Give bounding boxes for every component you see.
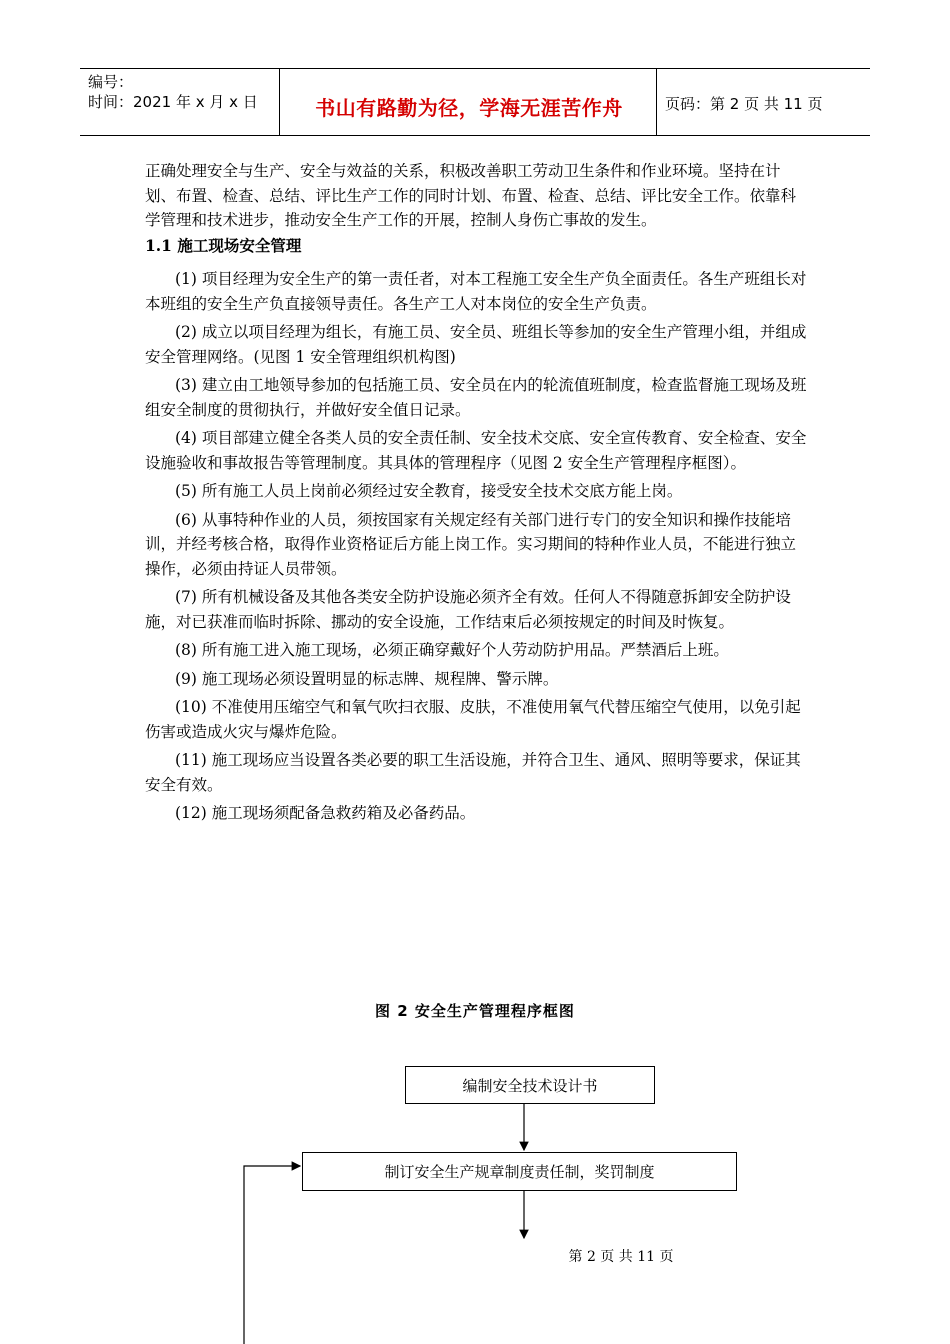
header-motto: 书山有路勤为径，学海无涯苦作舟 [315,96,623,120]
intro-paragraph: 正确处理安全与生产、安全与效益的关系，积极改善职工劳动卫生条件和作业环境。坚持在计划、布置、检查、总结、评比生产工作的同时计划、布置、检查、总结、评比安全工作。依靠科学管理和技术进步，推动安全生产工作的开展，控制人身伤亡事故的发生。 [145,162,797,229]
flow-box-safety-design-book: 编制安全技术设计书 [405,1066,655,1104]
header-page-info: 页码：第 2 页 共 11 页 [665,95,823,113]
list-item: (8) 所有施工进入施工现场，必须正确穿戴好个人劳动防护用品。严禁酒后上班。 [175,641,729,659]
list-item: (4) 项目部建立健全各类人员的安全责任制、安全技术交底、安全宣传教育、安全检查、安全设施验收和事故报告等管理制度。其具体的管理程序（见图 2 安全生产管理程序框图）。 [145,429,807,472]
section-heading: 1.1 施工现场安全管理 [145,236,302,255]
list-item: (11) 施工现场应当设置各类必要的职工生活设施，并符合卫生、通风、照明等要求，保证其安全有效。 [145,751,801,794]
list-item: (1) 项目经理为安全生产的第一责任者，对本工程施工安全生产负全面责任。各生产班组长对本班组的安全生产负直接领导责任。各生产工人对本岗位的安全生产负责。 [145,270,807,313]
list-item: (6) 从事特种作业的人员，须按国家有关规定经有关部门进行专门的安全知识和操作技能培训，并经考核合格，取得作业资格证后方能上岗工作。实习期间的特种作业人员，不能进行独立操作，必须由持证人员带领。 [145,510,797,578]
figure-title: 图 2 安全生产管理程序框图 [375,1002,575,1020]
list-item: (9) 施工现场必须设置明显的标志牌、规程牌、警示牌。 [175,669,559,688]
time-label: 时间：2021 年 x 月 x 日 [88,93,258,111]
flow-box-safety-rules: 制订安全生产规章制度责任制，奖罚制度 [302,1152,737,1191]
list-item: (10) 不准使用压缩空气和氧气吹扫衣服、皮肤，不准使用氧气代替压缩空气使用，以免引起伤害或造成火灾与爆炸危险。 [145,698,801,741]
number-label: 编号： [88,73,134,91]
list-item: (12) 施工现场须配备急救药箱及必备药品。 [175,804,476,822]
page-footer: 第 2 页 共 11 页 [568,1249,674,1265]
list-item: (5) 所有施工人员上岗前必须经过安全教育，接受安全技术交底方能上岗。 [175,482,683,500]
list-item: (3) 建立由工地领导参加的包括施工员、安全员在内的轮流值班制度，检查监督施工现场及班组安全制度的贯彻执行，并做好安全值日记录。 [145,376,807,419]
list-item: (2) 成立以项目经理为组长，有施工员、安全员、班组长等参加的安全生产管理小组，并组成安全管理网络。(见图 1 安全管理组织机构图) [145,323,807,366]
list-item: (7) 所有机械设备及其他各类安全防护设施必须齐全有效。任何人不得随意拆卸安全防护设施，对已获准而临时拆除、挪动的安全设施，工作结束后必须按规定的时间及时恢复。 [145,588,791,631]
